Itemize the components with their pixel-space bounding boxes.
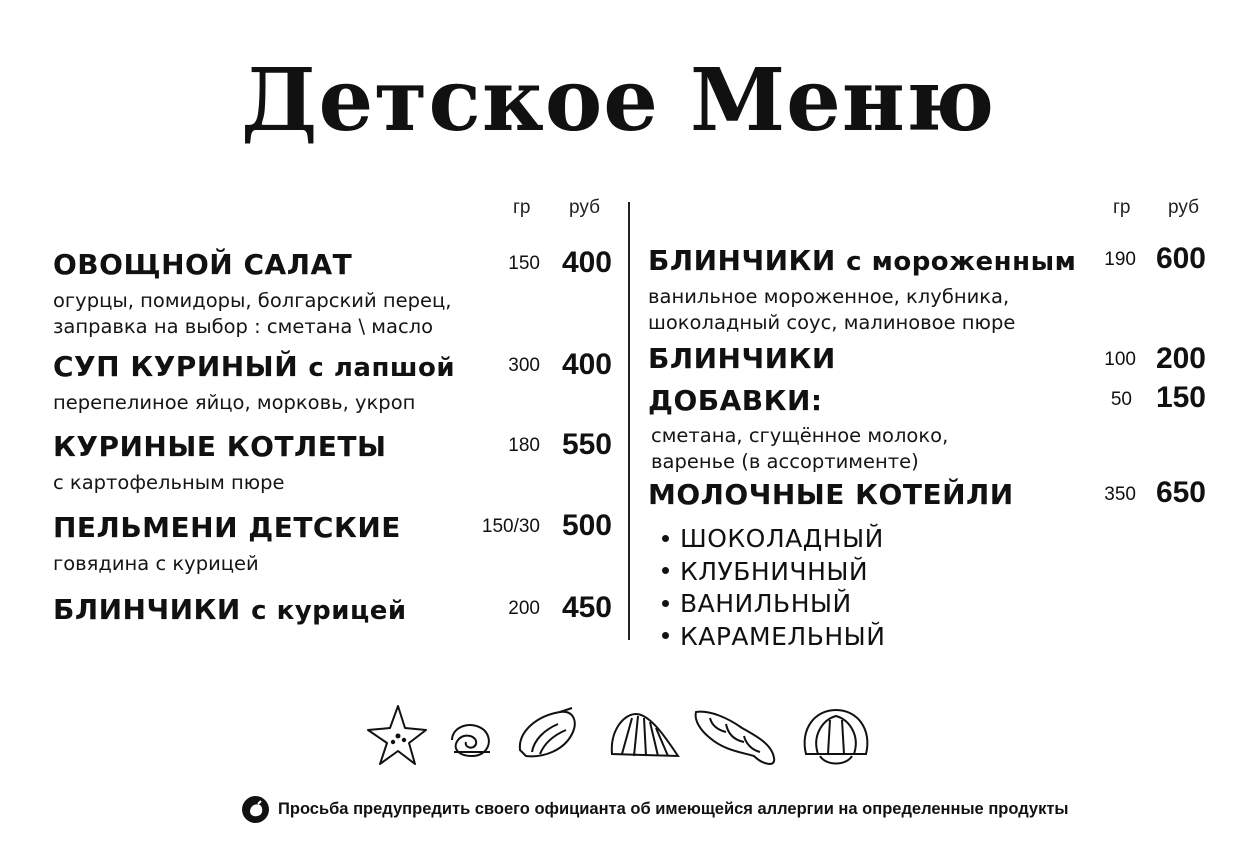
item-price: 400 (561, 348, 612, 381)
milkshake-flavors (662, 523, 885, 653)
item-price: 600 (1155, 242, 1206, 275)
item-grams: 300 (508, 355, 540, 376)
list-item: ВАНИЛЬНЫЙ (662, 588, 885, 621)
menu-item-chicken-cutlets (53, 430, 387, 496)
allergy-note (242, 796, 1069, 823)
menu-item-milkshakes (648, 478, 1014, 511)
item-name: БЛИНЧИКИ (648, 244, 836, 277)
item-desc-line: с картофельным пюре (53, 471, 285, 494)
list-item: КЛУБНИЧНЫЙ (662, 556, 885, 589)
item-name: БЛИНЧИКИ (53, 593, 241, 626)
item-price: 150 (1155, 381, 1206, 414)
allergy-note-text: Просьба предупредить своего официанта об имеющейся аллергии на определенные продукты (278, 800, 1069, 818)
menu-item-pancakes-ice-cream (648, 244, 1077, 336)
item-grams: 200 (508, 598, 540, 619)
item-grams: 150/30 (481, 516, 540, 537)
column-divider (628, 202, 630, 640)
item-price: 500 (561, 509, 612, 542)
item-name-tail: с курицей (251, 596, 407, 626)
starfish-icon (368, 706, 426, 764)
item-grams: 190 (1104, 249, 1136, 270)
item-desc-line: ванильное мороженное, клубника, (648, 285, 1010, 308)
item-desc-line: сметана, сгущённое молоко, (651, 424, 949, 447)
menu-item-pancakes (648, 342, 836, 375)
item-desc-line: говядина с курицей (53, 552, 259, 575)
menu-item-additions (648, 384, 949, 475)
scallop-shell-icon (805, 710, 868, 764)
item-name: МОЛОЧНЫЕ КОТЕЙЛИ (648, 478, 1014, 511)
item-price: 200 (1155, 342, 1206, 375)
item-name-tail: с мороженным (846, 247, 1077, 277)
item-grams: 350 (1104, 484, 1136, 505)
allergy-icon (242, 796, 269, 823)
bullet-icon (662, 535, 669, 542)
conch-shell-icon (696, 712, 775, 764)
list-item: ШОКОЛАДНЫЙ (662, 523, 885, 556)
item-name: БЛИНЧИКИ (648, 342, 836, 375)
menu-item-chicken-soup (53, 350, 456, 416)
right-header-rub: руб (1168, 197, 1199, 218)
item-price: 650 (1155, 476, 1206, 509)
clam-shell-icon (612, 714, 678, 756)
item-grams: 150 (508, 253, 540, 274)
item-name-tail: с лапшой (308, 353, 456, 383)
spiral-shell-icon (520, 708, 575, 756)
item-price: 550 (561, 428, 612, 461)
item-grams: 50 (1110, 389, 1132, 410)
item-grams: 100 (1104, 349, 1136, 370)
bullet-icon (662, 600, 669, 607)
item-desc-line: заправка на выбор : сметана \ масло (53, 315, 434, 338)
snail-shell-icon (452, 725, 490, 756)
menu-item-vegetable-salad (53, 248, 452, 340)
bullet-icon (662, 632, 669, 639)
left-header-grams: гр (513, 197, 531, 218)
title-word-1: Детское (240, 50, 660, 151)
bullet-icon (662, 567, 669, 574)
list-item: КАРАМЕЛЬНЫЙ (662, 621, 885, 654)
item-desc-line: варенье (в ассортименте) (651, 450, 919, 473)
item-name: СУП КУРИНЫЙ (53, 350, 299, 383)
item-name: ДОБАВКИ: (648, 384, 823, 417)
left-header-rub: руб (569, 197, 600, 218)
title-word-2: Меню (689, 50, 996, 151)
item-name: ПЕЛЬМЕНИ ДЕТСКИЕ (53, 511, 401, 544)
menu-item-kids-dumplings (53, 511, 401, 577)
sea-shells-decoration (360, 700, 880, 780)
item-name: ОВОЩНОЙ САЛАТ (53, 248, 353, 281)
item-name: КУРИНЫЕ КОТЛЕТЫ (53, 430, 387, 463)
menu-title (0, 50, 1236, 151)
item-desc-line: огурцы, помидоры, болгарский перец, (53, 289, 452, 312)
menu-item-pancakes-chicken (53, 593, 407, 626)
item-grams: 180 (508, 435, 540, 456)
item-price: 450 (561, 591, 612, 624)
item-price: 400 (561, 246, 612, 279)
item-desc-line: шоколадный соус, малиновое пюре (648, 311, 1016, 334)
right-header-grams: гр (1113, 197, 1131, 218)
item-desc-line: перепелиное яйцо, морковь, укроп (53, 391, 416, 414)
